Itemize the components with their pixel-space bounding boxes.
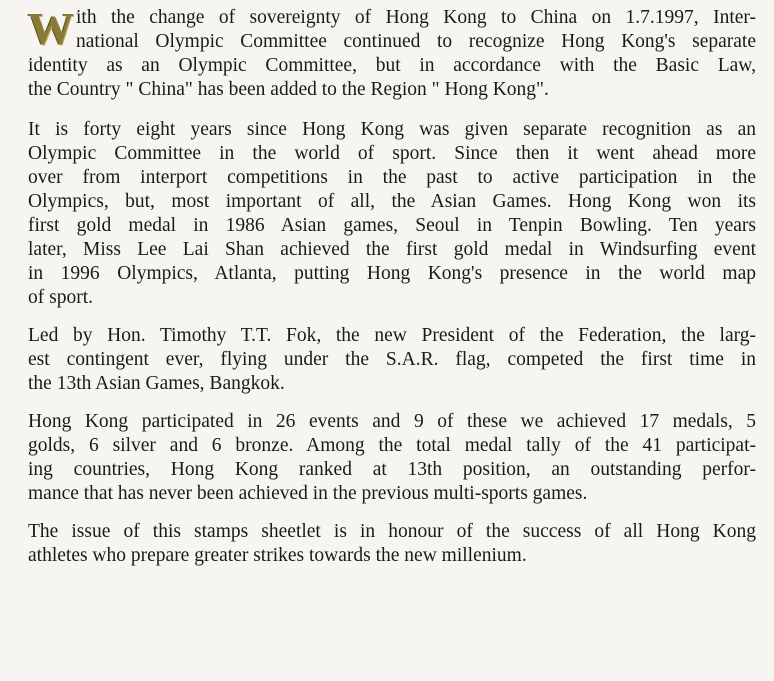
paragraph-contingent	[28, 324, 756, 396]
text-line: later, Miss Lee Lai Shan achieved the first gold medal in Windsurfing event	[28, 239, 756, 260]
text-line: est contingent ever, flying under the S.A.R. flag, competed the first time in	[28, 349, 756, 370]
paragraph-sovereignty	[28, 3, 756, 102]
text-line: ith the change of sovereignty of Hong Kong to China on 1.7.1997, Inter-	[76, 7, 756, 28]
text-line: ing countries, Hong Kong ranked at 13th position, an outstanding perfor-	[28, 459, 756, 480]
text-line: The issue of this stamps sheetlet is in honour of the success of all Hong Kong	[28, 521, 756, 542]
drop-cap-letter: W	[28, 3, 74, 54]
text-line: in 1996 Olympics, Atlanta, putting Hong Kong's presence in the world map	[28, 263, 756, 284]
text-line: athletes who prepare greater strikes towards the new millenium.	[28, 545, 527, 566]
text-line: the Country " China" has been added to the Region " Hong Kong".	[28, 79, 549, 100]
paragraph-medals	[28, 410, 756, 506]
text-line: over from interport competitions in the past to active participation in the	[28, 167, 756, 188]
text-line: mance that has never been achieved in the previous multi-sports games.	[28, 483, 588, 504]
text-line: Hong Kong participated in 26 events and 9 of these we achieved 17 medals, 5	[28, 411, 756, 432]
text-line: the 13th Asian Games, Bangkok.	[28, 373, 285, 394]
text-line: Olympic Committee in the world of sport. Since then it went ahead more	[28, 143, 756, 164]
text-line: golds, 6 silver and 6 bronze. Among the total medal tally of the 41 participat-	[28, 435, 756, 456]
text-line: It is forty eight years since Hong Kong was given separate recognition as an	[28, 119, 756, 140]
text-line: first gold medal in 1986 Asian games, Seoul in Tenpin Bowling. Ten years	[28, 215, 756, 236]
text-line: national Olympic Committee continued to recognize Hong Kong's separate	[76, 31, 756, 52]
text-line: of sport.	[28, 287, 93, 308]
text-line: Led by Hon. Timothy T.T. Fok, the new President of the Federation, the larg-	[28, 325, 756, 346]
text-line: identity as an Olympic Committee, but in accordance with the Basic Law,	[28, 55, 756, 76]
paragraph-sheetlet	[28, 520, 756, 568]
text-line: Olympics, but, most important of all, the Asian Games. Hong Kong won its	[28, 191, 756, 212]
paragraph-recognition-history	[28, 118, 756, 310]
